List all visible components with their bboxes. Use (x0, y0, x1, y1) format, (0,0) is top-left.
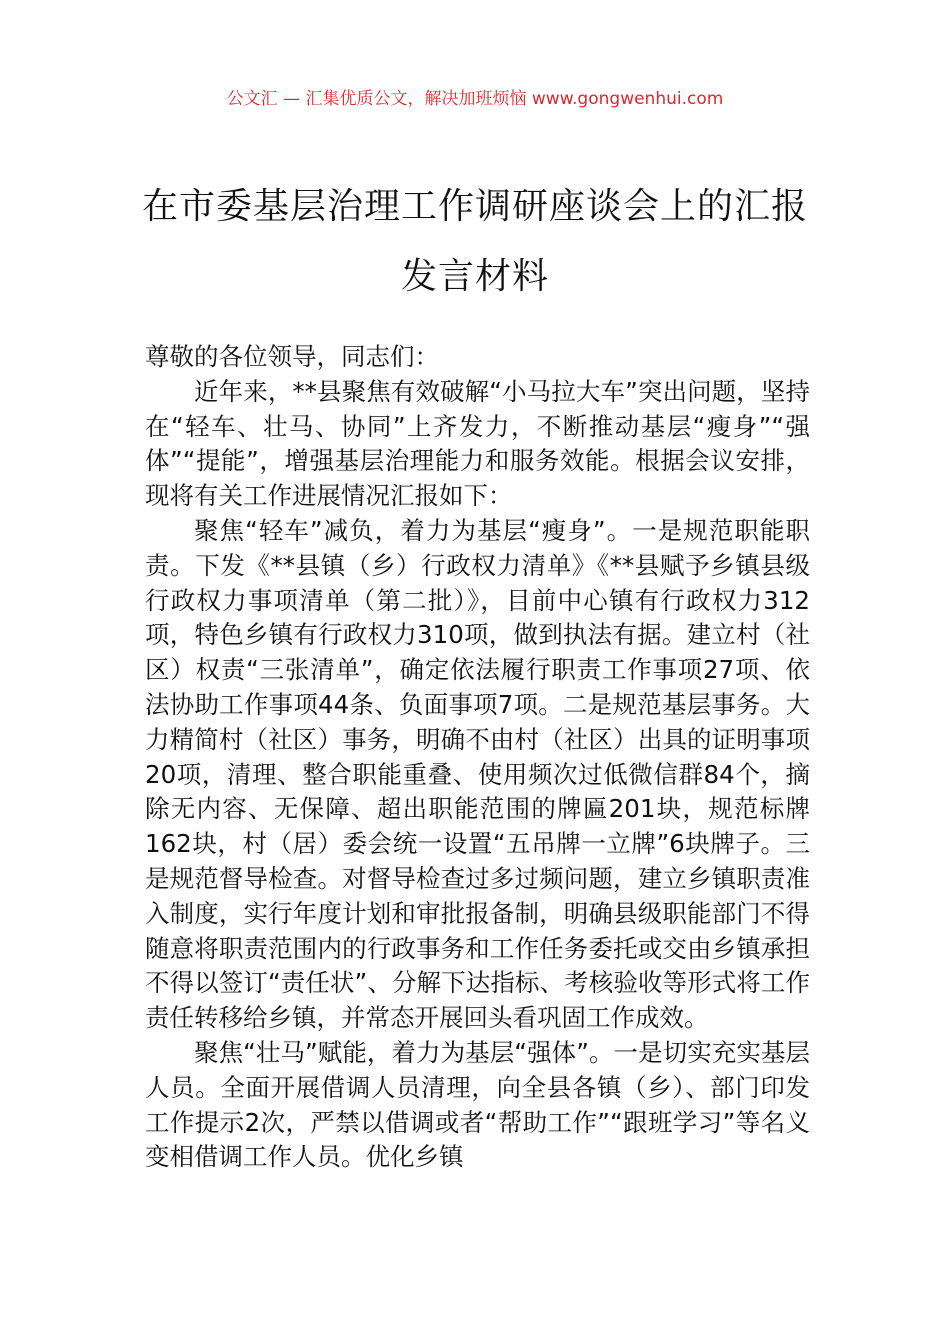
salutation: 尊敬的各位领导，同志们： (145, 342, 439, 371)
paragraph-light-vehicle: 聚焦“轻车”减负，着力为基层“瘦身”。一是规范职能职责。下发《**县镇（乡）行政权力清单》《**县赋予乡镇县级行政权力事项清单（第二批）》，目前中心镇有行政权力312项，特色乡镇有行政权力310项，做到执法有据。建立村（社区）权责“三张清单”，确定依法履行职责工作事项27项、依法协助工作事项44条、负面事项7项。二是规范基层事务。大力精简村（社区）事务，明确不由村（社区）出具的证明事项20项，清理、整合职能重叠、使用频次过低微信群84个，摘除无内容、无保障、超出职能范围的牌匾201块，规范标牌162块，村（居）委会统一设置“五吊牌一立牌”6块牌子。三是规范督导检查。对督导检查过多过频问题，建立乡镇职责准入制度，实行年度计划和审批报备制，明确县级职能部门不得随意将职责范围内的行政事务和工作任务委托或交由乡镇承担不得以签订“责任状”、分解下达指标、考核验收等形式将工作责任转移给乡镇，并常态开展回头看巩固工作成效。 (145, 515, 810, 1033)
document-body (145, 340, 810, 1175)
paragraph-intro: 近年来，**县聚焦有效破解“小马拉大车”突出问题，坚持在“轻车、壮马、协同”上齐发力，不断推动基层“瘦身”“强体”“提能”，增强基层治理能力和服务效能。根据会议安排，现将有关工作进展情况汇报如下： (145, 376, 810, 511)
document-title: 在市委基层治理工作调研座谈会上的汇报 (141, 186, 808, 227)
paragraph-strong-horse: 聚焦“壮马”赋能，着力为基层“强体”。一是切实充实基层人员。全面开展借调人员清理，向全县各镇（乡）、部门印发工作提示2次，严禁以借调或者“帮助工作”“跟班学习”等名义变相借调工作人员。优化乡镇 (145, 1037, 810, 1172)
watermark-banner: 公文汇 — 汇集优质公文，解决加班烦恼 www.gongwenhui.com (226, 89, 724, 109)
document-title-continued: 发言材料 (400, 256, 549, 297)
